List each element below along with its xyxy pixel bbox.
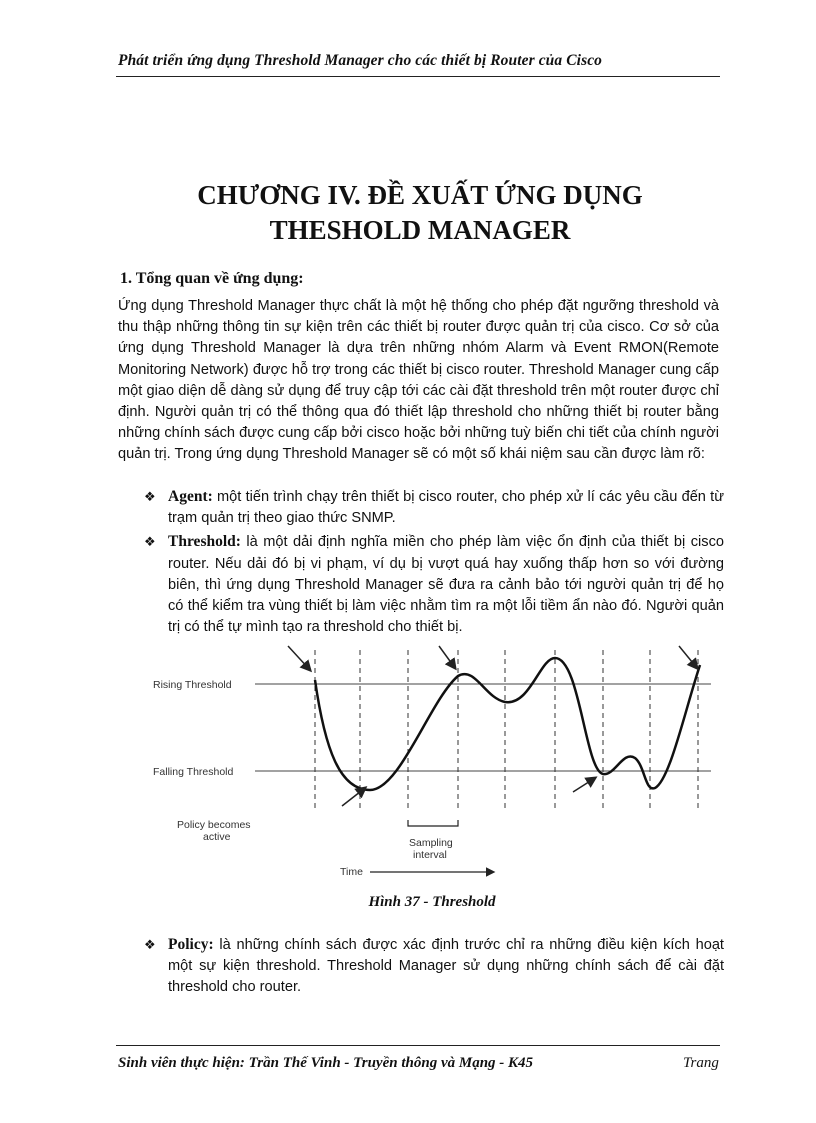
sampling-gridlines [315,650,698,810]
diamond-bullet-icon: ❖ [144,534,156,550]
falling-threshold-label: Falling Threshold [153,766,234,778]
bullet-term: Policy: [168,936,214,953]
rising-threshold-label: Rising Threshold [153,679,232,691]
diamond-bullet-icon: ❖ [144,489,156,504]
policy-label: Policy becomes [177,819,251,831]
bullet-text: là những chính sách được xác định trước chỉ ra những điều kiện kích hoạt một sự kiện threshold. Threshold Manager sử dụng những chính sách để cài đặt threshold cho router. [168,937,724,996]
diamond-bullet-icon: ❖ [144,937,156,952]
bullet-policy [138,934,724,999]
header-rule [116,76,720,77]
falling-crossing-arrow [573,778,595,792]
bullet-agent [138,486,724,529]
definition-list-2 [138,934,724,999]
figure-caption: Hình 37 - Threshold [368,894,496,910]
bullet-text: là một dải định nghĩa miền cho phép làm việc ổn định của thiết bị cisco router. Nếu dải đó bị vi phạm, ví dụ bị vượt quá hay xuống thấp hơn so với đường biên, thì ứng dụng Threshold Manager sẽ đưa ra cảnh bảo tới người quản trị để họ có thể kiểm tra vùng thiết bị làm việc nhằm tìm ra một lỗi tiềm ẩn nào đó. Người quản trị có thể tự mình tạo ra threshold cho thiết bị. [168,534,724,636]
sampling-bracket [408,820,458,826]
chapter-title-line-2: THESHOLD MANAGER [269,215,571,245]
rising-crossing-arrow [439,646,455,668]
sampling-label: Sampling [409,837,453,849]
footer-rule [116,1045,720,1046]
threshold-figure [145,640,715,890]
policy-label-2: active [203,831,231,843]
rising-crossing-arrow [288,646,310,670]
footer-author: Sinh viên thực hiện: Trần Thế Vinh - Truyền thông và Mạng - K45 [118,1055,534,1071]
running-header: Phát triển ứng dụng Threshold Manager cho các thiết bị Router của Cisco [118,52,603,69]
time-label: Time [340,866,363,878]
rising-crossing-arrow [679,646,697,668]
section-heading: 1. Tổng quan về ứng dụng: [120,270,304,287]
sample-curve [315,658,700,790]
sampling-label-2: interval [413,849,447,861]
definition-list [138,486,724,638]
bullet-text: một tiến trình chạy trên thiết bị cisco router, cho phép xử lí các yêu cầu đến từ trạm quản trị theo giao thức SNMP. [168,489,724,527]
footer-page: Trang [683,1055,719,1071]
bullet-threshold [138,531,724,638]
bullet-term: Agent: [168,488,213,505]
chapter-title-line-1: CHƯƠNG IV. ĐỀ XUẤT ỨNG DỤNG [197,180,643,210]
intro-paragraph: Ứng dụng Threshold Manager thực chất là một hệ thống cho phép đặt ngưỡng threshold và thu thập những thông tin sự kiện trên các thiết bị router được quản trị của cisco. Cơ sở của ứng dụng Threshold Manager là dựa trên những nhóm Alarm và Event RMON(Remote Monitoring Network) được hỗ trợ trong các thiết bị cisco router. Threshold Manager cung cấp một giao diện dễ dàng sử dụng để truy cập tới các cài đặt threshold trên một router được chỉ định. Người quản trị có thể thông qua đó thiết lập threshold cho những thiết bị router bằng những chính sách được cung cấp bởi cisco hoặc bởi những tuỳ biến chi tiết của chính người quản trị. Trong ứng dụng Threshold Manager sẽ có một số khái niệm sau cần được làm rõ: [118,298,719,463]
bullet-term: Threshold: [168,533,241,551]
falling-crossing-arrow [342,788,365,806]
